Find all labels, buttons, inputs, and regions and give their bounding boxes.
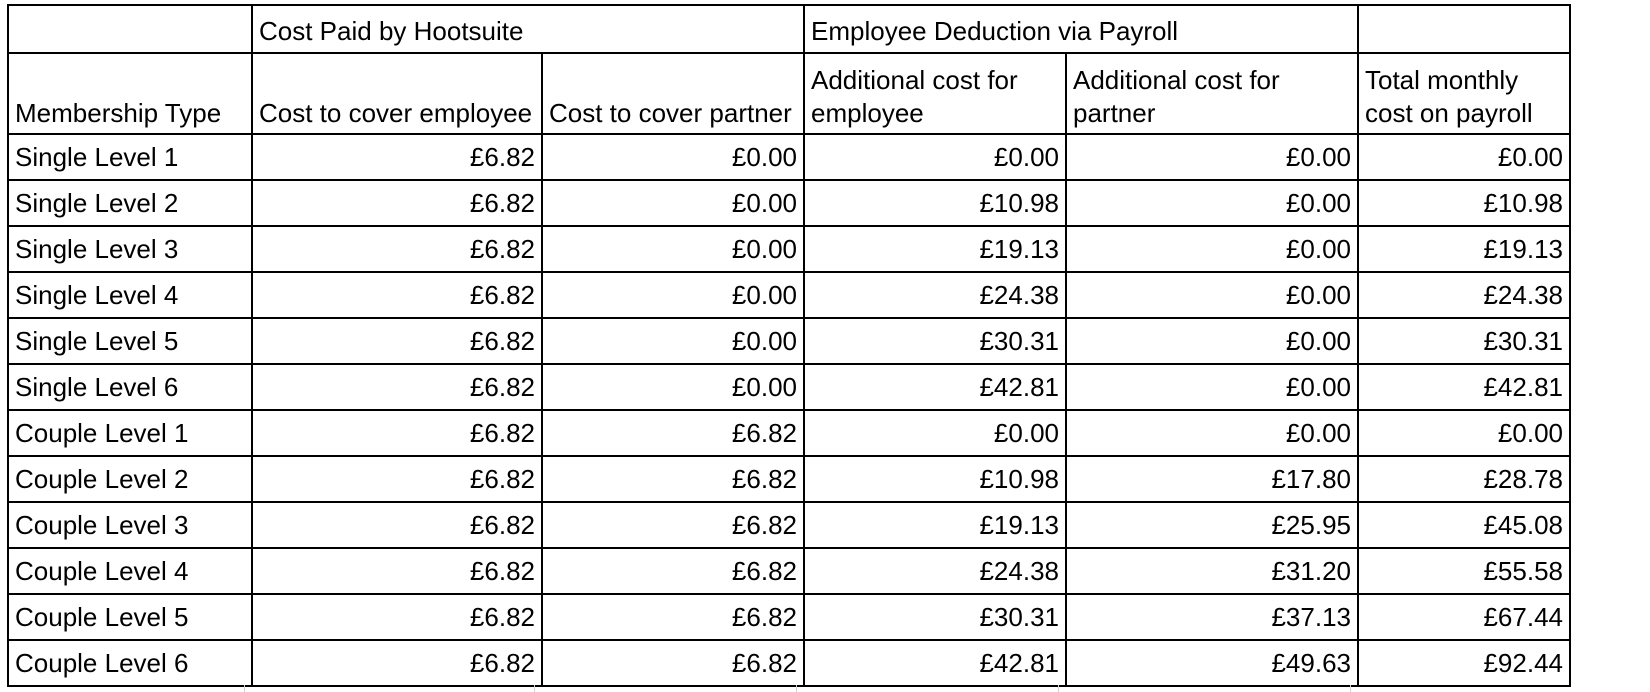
membership-type-cell[interactable]: Couple Level 1 [8,410,252,456]
cost-employee-cell[interactable]: £6.82 [252,272,542,318]
cost-employee-cell[interactable]: £6.82 [252,594,542,640]
cost-partner-cell[interactable]: £0.00 [542,364,804,410]
table-row [8,594,1570,640]
additional-employee-cell[interactable]: £10.98 [804,456,1066,502]
additional-employee-cell[interactable]: £30.31 [804,318,1066,364]
additional-employee-cell[interactable]: £42.81 [804,640,1066,686]
cost-partner-cell[interactable]: £0.00 [542,318,804,364]
group-header-row [8,5,1570,53]
cost-partner-cell[interactable]: £0.00 [542,272,804,318]
gridline-tail [796,685,797,692]
cost-partner-cell[interactable]: £0.00 [542,226,804,272]
group-header-hootsuite[interactable]: Cost Paid by Hootsuite [252,5,804,53]
column-header-cost-partner[interactable]: Cost to cover partner [542,53,804,134]
additional-partner-cell[interactable]: £49.63 [1066,640,1358,686]
gridline-tail [1350,685,1351,692]
additional-partner-cell[interactable]: £31.20 [1066,548,1358,594]
table-row [8,640,1570,686]
gridline-tail [244,685,245,692]
total-monthly-cell[interactable]: £30.31 [1358,318,1570,364]
table-row [8,226,1570,272]
total-monthly-cell[interactable]: £28.78 [1358,456,1570,502]
cost-partner-cell[interactable]: £6.82 [542,548,804,594]
total-monthly-cell[interactable]: £0.00 [1358,134,1570,180]
cost-employee-cell[interactable]: £6.82 [252,640,542,686]
table-row [8,318,1570,364]
additional-employee-cell[interactable]: £30.31 [804,594,1066,640]
table-row [8,410,1570,456]
membership-type-cell[interactable]: Single Level 6 [8,364,252,410]
membership-type-cell[interactable]: Single Level 2 [8,180,252,226]
group-header-blank-right[interactable] [1358,5,1570,53]
table-row [8,456,1570,502]
table-row [8,364,1570,410]
additional-employee-cell[interactable]: £10.98 [804,180,1066,226]
group-header-payroll[interactable]: Employee Deduction via Payroll [804,5,1358,53]
additional-partner-cell[interactable]: £0.00 [1066,272,1358,318]
membership-cost-table [7,4,1571,687]
gridline-tail [534,685,535,692]
total-monthly-cell[interactable]: £42.81 [1358,364,1570,410]
table-row [8,502,1570,548]
membership-type-cell[interactable]: Single Level 3 [8,226,252,272]
column-header-additional-partner[interactable]: Additional cost for partner [1066,53,1358,134]
additional-employee-cell[interactable]: £24.38 [804,548,1066,594]
additional-employee-cell[interactable]: £19.13 [804,502,1066,548]
additional-employee-cell[interactable]: £42.81 [804,364,1066,410]
cost-employee-cell[interactable]: £6.82 [252,318,542,364]
membership-type-cell[interactable]: Couple Level 4 [8,548,252,594]
membership-type-cell[interactable]: Single Level 4 [8,272,252,318]
column-header-cost-employee[interactable]: Cost to cover employee [252,53,542,134]
column-header-row [8,53,1570,134]
cost-partner-cell[interactable]: £6.82 [542,594,804,640]
additional-partner-cell[interactable]: £17.80 [1066,456,1358,502]
table-row [8,548,1570,594]
total-monthly-cell[interactable]: £19.13 [1358,226,1570,272]
additional-partner-cell[interactable]: £0.00 [1066,364,1358,410]
membership-type-cell[interactable]: Couple Level 3 [8,502,252,548]
additional-employee-cell[interactable]: £19.13 [804,226,1066,272]
total-monthly-cell[interactable]: £67.44 [1358,594,1570,640]
total-monthly-cell[interactable]: £24.38 [1358,272,1570,318]
cost-employee-cell[interactable]: £6.82 [252,226,542,272]
additional-partner-cell[interactable]: £37.13 [1066,594,1358,640]
total-monthly-cell[interactable]: £0.00 [1358,410,1570,456]
column-header-additional-employee[interactable]: Additional cost for employee [804,53,1066,134]
cost-employee-cell[interactable]: £6.82 [252,410,542,456]
additional-employee-cell[interactable]: £24.38 [804,272,1066,318]
additional-partner-cell[interactable]: £0.00 [1066,318,1358,364]
cost-partner-cell[interactable]: £0.00 [542,180,804,226]
additional-partner-cell[interactable]: £0.00 [1066,226,1358,272]
total-monthly-cell[interactable]: £92.44 [1358,640,1570,686]
cost-partner-cell[interactable]: £0.00 [542,134,804,180]
cost-partner-cell[interactable]: £6.82 [542,640,804,686]
cost-employee-cell[interactable]: £6.82 [252,134,542,180]
table-row [8,180,1570,226]
table-row [8,134,1570,180]
table-body [8,5,1570,686]
cost-partner-cell[interactable]: £6.82 [542,502,804,548]
additional-employee-cell[interactable]: £0.00 [804,410,1066,456]
cost-partner-cell[interactable]: £6.82 [542,456,804,502]
column-header-membership-type[interactable]: Membership Type [8,53,252,134]
additional-partner-cell[interactable]: £0.00 [1066,134,1358,180]
additional-partner-cell[interactable]: £25.95 [1066,502,1358,548]
total-monthly-cell[interactable]: £10.98 [1358,180,1570,226]
column-header-total-monthly[interactable]: Total monthly cost on payroll [1358,53,1570,134]
gridline-tail [1058,685,1059,692]
total-monthly-cell[interactable]: £55.58 [1358,548,1570,594]
membership-type-cell[interactable]: Single Level 5 [8,318,252,364]
additional-partner-cell[interactable]: £0.00 [1066,410,1358,456]
cost-employee-cell[interactable]: £6.82 [252,502,542,548]
additional-employee-cell[interactable]: £0.00 [804,134,1066,180]
cost-employee-cell[interactable]: £6.82 [252,364,542,410]
cost-employee-cell[interactable]: £6.82 [252,180,542,226]
membership-type-cell[interactable]: Single Level 1 [8,134,252,180]
cost-employee-cell[interactable]: £6.82 [252,456,542,502]
additional-partner-cell[interactable]: £0.00 [1066,180,1358,226]
membership-type-cell[interactable]: Couple Level 2 [8,456,252,502]
total-monthly-cell[interactable]: £45.08 [1358,502,1570,548]
membership-cost-sheet [7,4,1571,687]
cost-employee-cell[interactable]: £6.82 [252,548,542,594]
group-header-blank-left[interactable] [8,5,252,53]
cost-partner-cell[interactable]: £6.82 [542,410,804,456]
membership-type-cell[interactable]: Couple Level 5 [8,594,252,640]
table-row [8,272,1570,318]
membership-type-cell[interactable]: Couple Level 6 [8,640,252,686]
